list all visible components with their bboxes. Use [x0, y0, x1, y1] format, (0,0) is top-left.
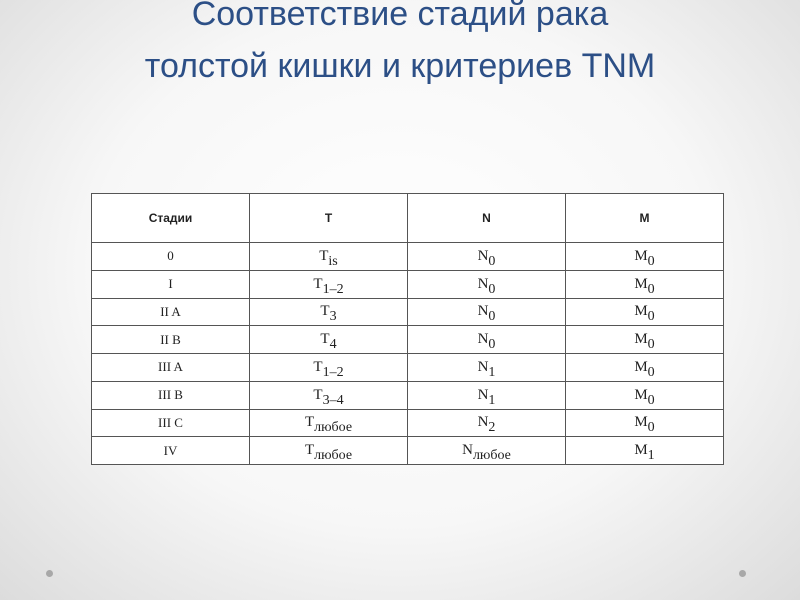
cell-m	[566, 243, 724, 271]
cell-n-subscript: 0	[488, 337, 496, 353]
cell-n-subscript: 1	[488, 392, 496, 408]
cell-m-letter: M	[634, 442, 648, 459]
cell-m-letter: M	[634, 358, 648, 375]
table-row	[92, 409, 724, 437]
cell-n	[408, 270, 566, 298]
cell-m	[566, 437, 724, 465]
cell-n-letter: N	[477, 303, 489, 320]
cell-t-subscript: is	[328, 253, 338, 269]
header-stage: Стадии	[92, 194, 250, 243]
cell-m	[566, 326, 724, 354]
corner-dot-left	[46, 570, 53, 577]
cell-n-letter: N	[477, 275, 489, 292]
cell-t	[250, 409, 408, 437]
cell-t-letter: T	[313, 275, 323, 292]
cell-stage: III C	[92, 409, 250, 437]
cell-m-subscript: 0	[647, 364, 655, 380]
header-n: N	[408, 194, 566, 243]
cell-n	[408, 409, 566, 437]
table-body	[92, 243, 724, 465]
cell-t	[250, 354, 408, 382]
cell-n-subscript: 0	[488, 309, 496, 325]
cell-m-letter: M	[634, 331, 648, 348]
tnm-table-container	[91, 193, 723, 465]
cell-n-subscript: 0	[488, 253, 496, 269]
cell-t-letter: T	[313, 386, 323, 403]
cell-m	[566, 298, 724, 326]
table-row	[92, 381, 724, 409]
cell-n	[408, 354, 566, 382]
cell-t-subscript: 1–2	[322, 281, 344, 297]
cell-m	[566, 409, 724, 437]
corner-dot-right	[739, 570, 746, 577]
cell-t-subscript: 1–2	[322, 364, 344, 380]
cell-t	[250, 243, 408, 271]
slide-title	[0, 0, 800, 92]
title-line-2: толстой кишки и критериев TNM	[144, 47, 656, 85]
cell-n-subscript: 1	[488, 364, 496, 380]
cell-m-letter: M	[634, 303, 648, 320]
cell-t-letter: T	[320, 303, 330, 320]
cell-t-letter: T	[304, 414, 315, 431]
cell-t-letter: T	[304, 442, 315, 459]
cell-n	[408, 243, 566, 271]
cell-t-letter: T	[319, 247, 329, 264]
cell-t-subscript: 4	[329, 337, 337, 353]
cell-m-subscript: 0	[647, 337, 655, 353]
cell-m-subscript: 0	[647, 420, 655, 436]
cell-t	[250, 437, 408, 465]
header-m: M	[566, 194, 724, 243]
cell-n-letter: N	[477, 358, 489, 375]
cell-t-subscript: 3–4	[322, 392, 344, 408]
table-header-row	[92, 194, 724, 243]
cell-stage: II B	[92, 326, 250, 354]
cell-stage: I	[92, 270, 250, 298]
cell-m	[566, 354, 724, 382]
cell-m-letter: M	[634, 386, 648, 403]
cell-m	[566, 381, 724, 409]
cell-n-letter: N	[477, 331, 489, 348]
cell-t	[250, 381, 408, 409]
cell-m-subscript: 0	[647, 392, 655, 408]
cell-t-subscript: любое	[314, 420, 353, 436]
cell-t	[250, 270, 408, 298]
cell-n-letter: N	[477, 247, 489, 264]
cell-m-subscript: 0	[647, 253, 655, 269]
cell-stage: 0	[92, 243, 250, 271]
cell-t-subscript: любое	[314, 448, 353, 464]
cell-m-subscript: 0	[647, 309, 655, 325]
cell-m-letter: M	[634, 247, 648, 264]
cell-t	[250, 326, 408, 354]
title-line-1: Соответствие стадий рака	[191, 0, 609, 33]
tnm-stage-table	[91, 193, 724, 465]
table-row	[92, 298, 724, 326]
table-row	[92, 354, 724, 382]
cell-n	[408, 298, 566, 326]
cell-t-letter: T	[313, 358, 323, 375]
cell-t-subscript: 3	[329, 309, 337, 325]
cell-m-letter: M	[634, 414, 648, 431]
cell-n-subscript: 2	[488, 420, 496, 436]
cell-n-letter: N	[462, 442, 473, 459]
table-row	[92, 270, 724, 298]
cell-t	[250, 298, 408, 326]
cell-n-subscript: любое	[472, 448, 511, 464]
cell-stage: III A	[92, 354, 250, 382]
cell-n-letter: N	[477, 386, 489, 403]
cell-m	[566, 270, 724, 298]
cell-m-letter: M	[634, 275, 648, 292]
table-row	[92, 243, 724, 271]
cell-n	[408, 381, 566, 409]
cell-n	[408, 326, 566, 354]
table-row	[92, 326, 724, 354]
cell-stage: II A	[92, 298, 250, 326]
cell-stage: IV	[92, 437, 250, 465]
cell-stage: III B	[92, 381, 250, 409]
cell-m-subscript: 1	[647, 448, 655, 464]
header-t: T	[250, 194, 408, 243]
cell-m-subscript: 0	[647, 281, 655, 297]
table-row	[92, 437, 724, 465]
cell-n-letter: N	[477, 414, 489, 431]
cell-n-subscript: 0	[488, 281, 496, 297]
cell-n	[408, 437, 566, 465]
cell-t-letter: T	[320, 331, 330, 348]
